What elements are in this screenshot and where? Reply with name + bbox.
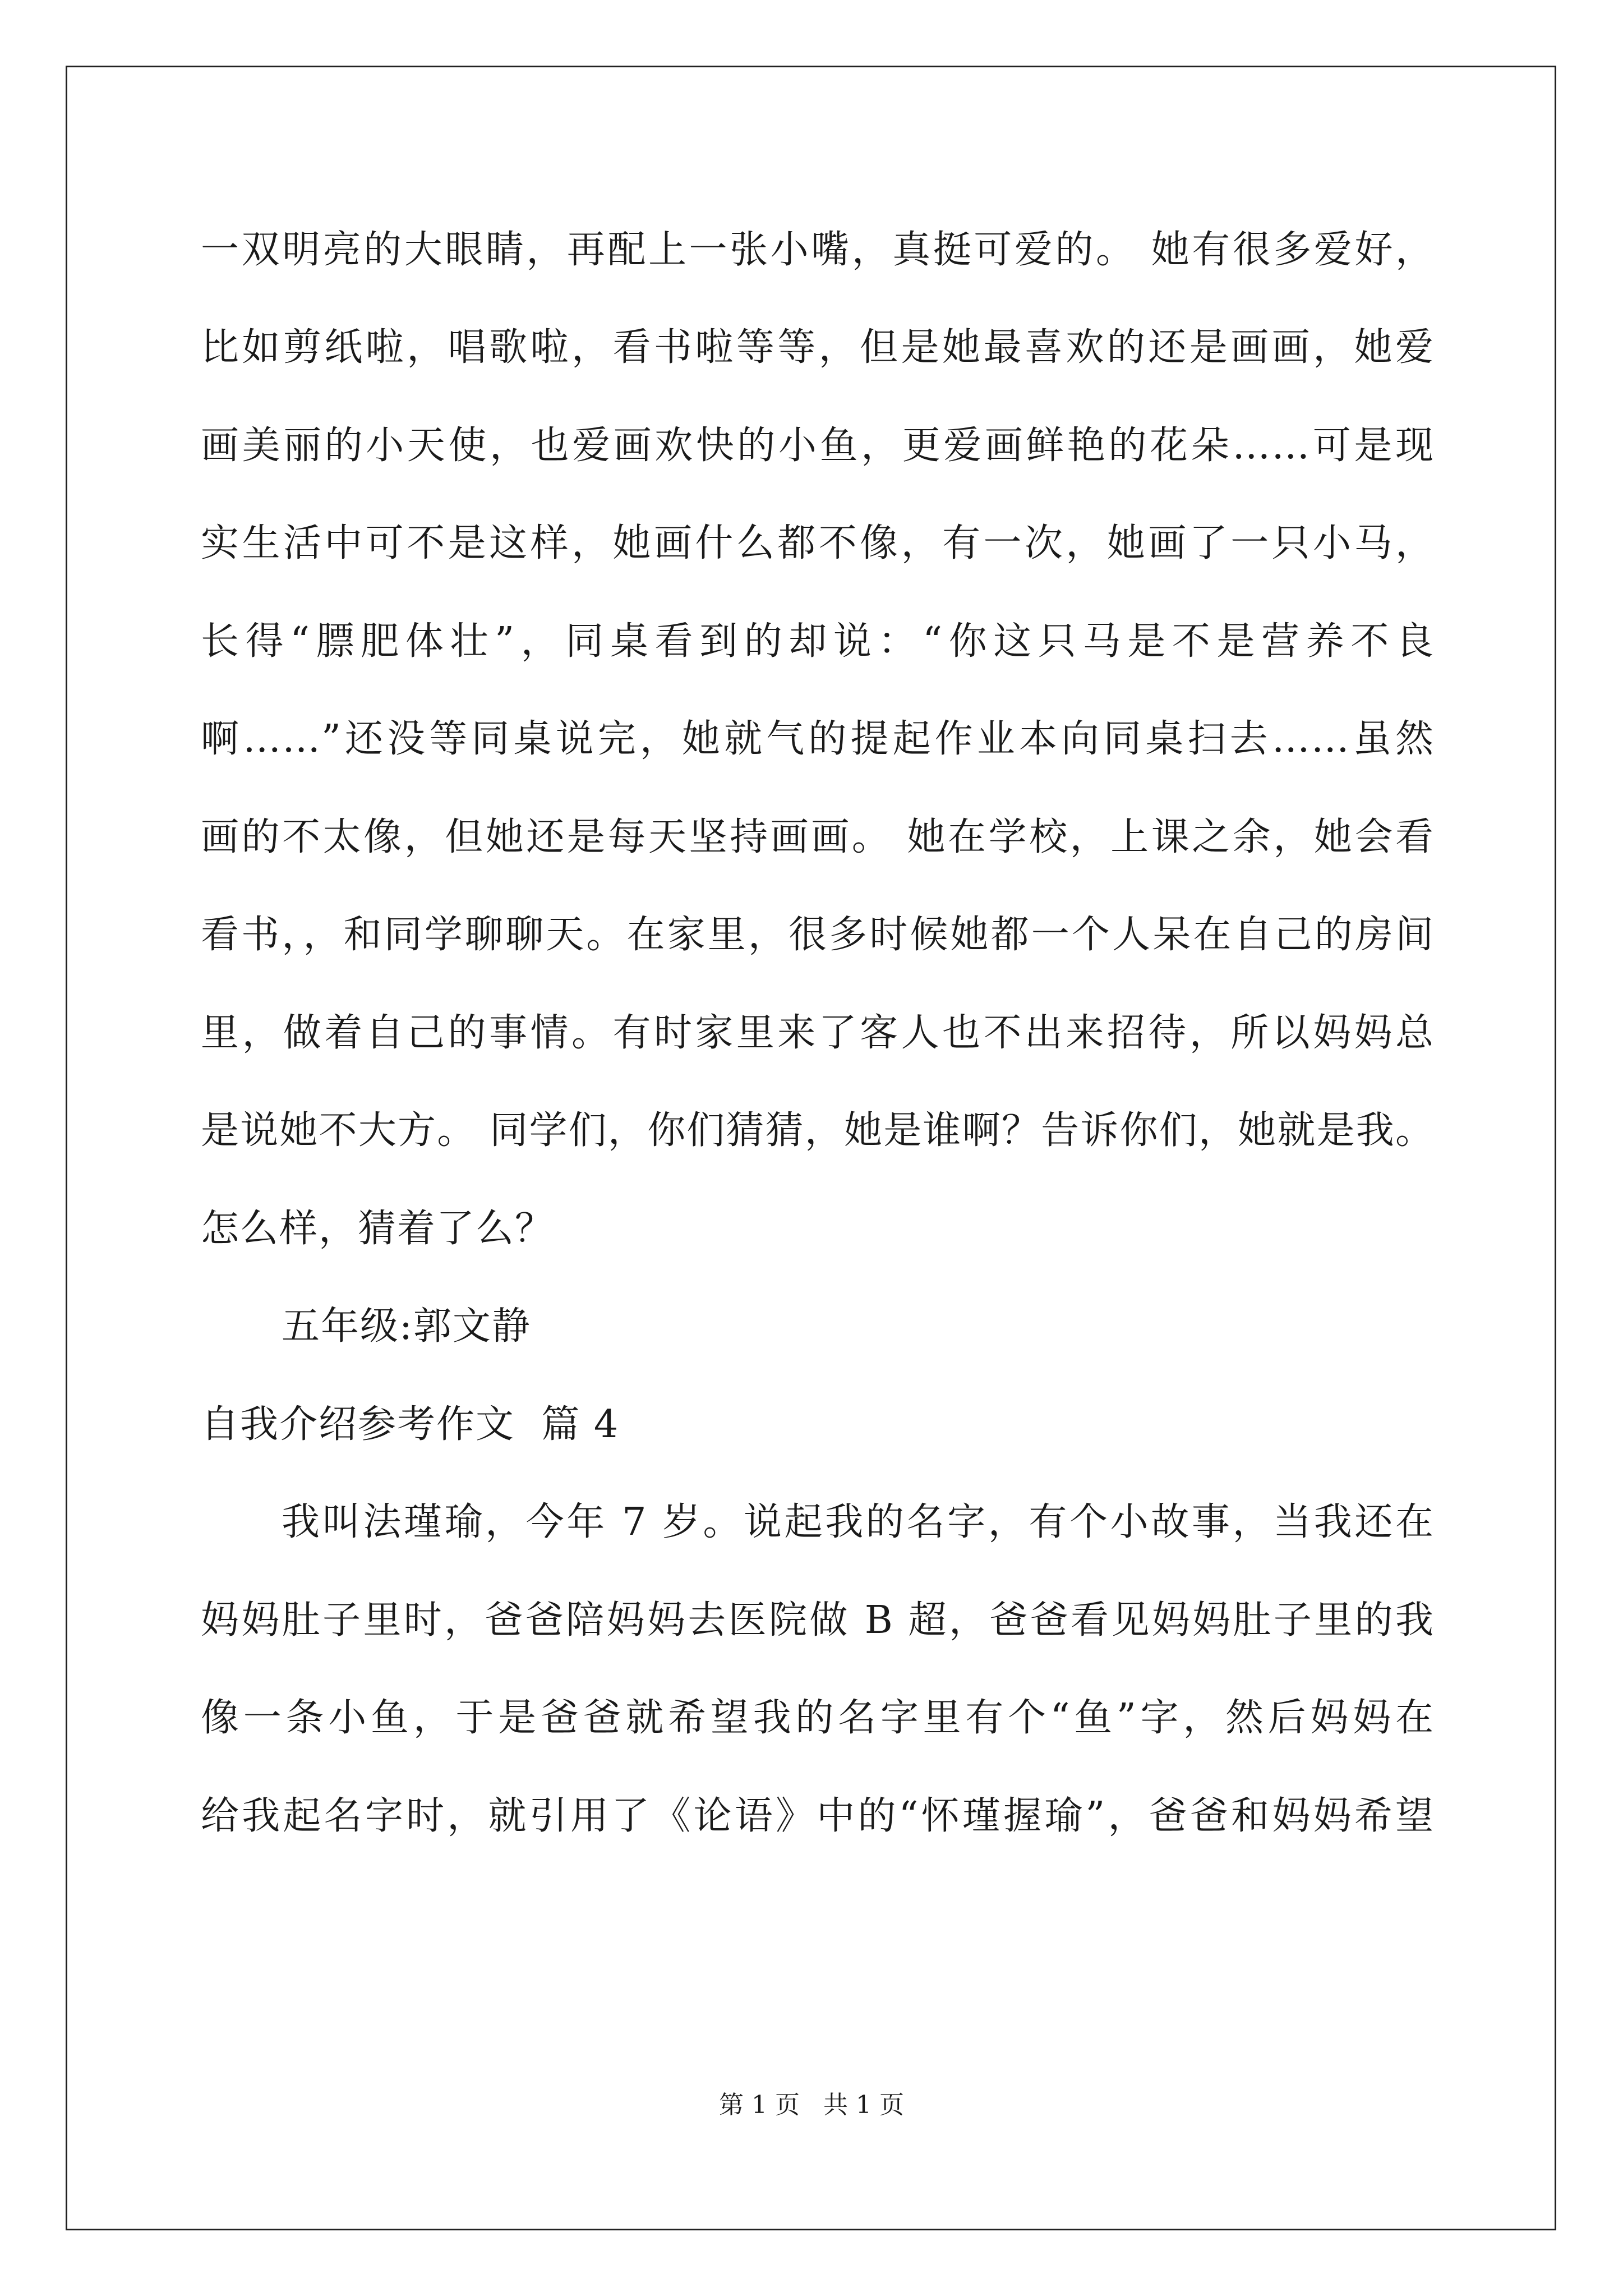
text-line: 画美丽的小天使，也爱画欢快的小鱼，更爱画鲜艳的花朵……可是现 [201,424,1435,468]
section-title: 自我介绍参考作文 篇 4 [201,1402,620,1447]
text-line: 啊……”还没等同桌说完，她就气的提起作业本向同桌扫去……虽然 [201,717,1435,761]
text-line: 长得“膘肥体壮”，同桌看到的却说：“你这只马是不是营养不良 [201,619,1435,664]
paragraph-line: 我叫法瑾瑜，今年 7 岁。说起我的名字，有个小故事，当我还在 [282,1500,1435,1544]
paragraph-line: 给我起名字时，就引用了《论语》中的“怀瑾握瑜”，爸爸和妈妈希望 [201,1794,1435,1838]
text-line: 一双明亮的大眼睛，再配上一张小嘴，真挺可爱的。 她有很多爱好， [201,228,1435,272]
page-footer: 第 1 页 共 1 页 [719,2091,904,2119]
text-line: 实生活中可不是这样，她画什么都不像，有一次，她画了一只小马， [201,521,1435,565]
text-line: 是说她不大方。 同学们，你们猜猜，她是谁啊？告诉你们，她就是我。 [201,1108,1435,1153]
paragraph-line: 妈妈肚子里时，爸爸陪妈妈去医院做 B 超，爸爸看见妈妈肚子里的我 [201,1598,1435,1642]
author-signature: 五年级:郭文静 [282,1304,531,1349]
text-line: 看书，，和同学聊聊天。在家里，很多时候她都一个人呆在自己的房间 [201,913,1435,957]
paragraph-line: 像一条小鱼，于是爸爸就希望我的名字里有个“鱼”字，然后妈妈在 [201,1696,1435,1740]
text-line: 比如剪纸啦，唱歌啦，看书啦等等，但是她最喜欢的还是画画，她爱 [201,325,1435,370]
text-line: 里，做着自己的事情。有时家里来了客人也不出来招待，所以妈妈总 [201,1011,1435,1055]
text-line: 画的不太像，但她还是每天坚持画画。 她在学校，上课之余，她会看 [201,815,1435,859]
text-line: 怎么样，猜着了么？ [201,1207,555,1251]
